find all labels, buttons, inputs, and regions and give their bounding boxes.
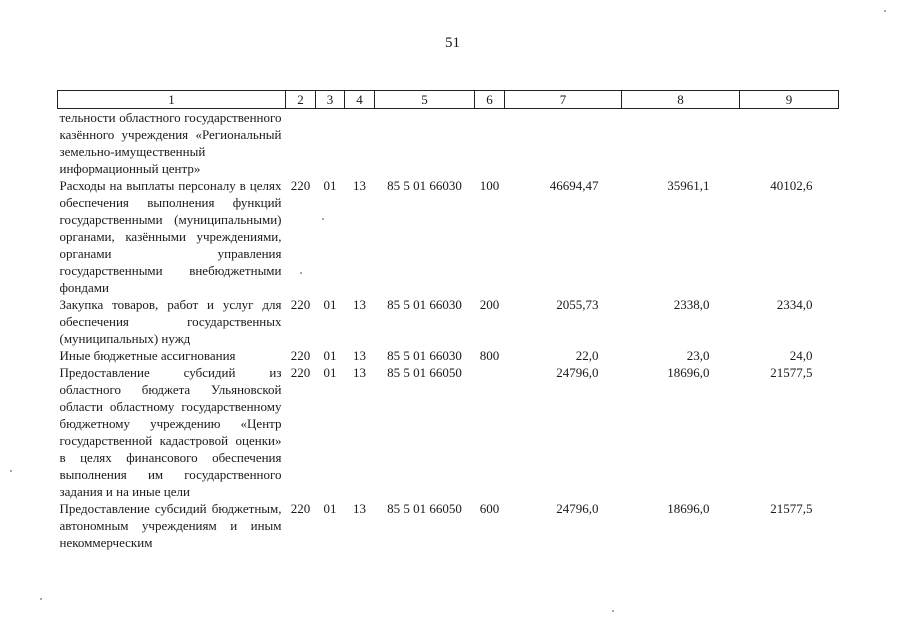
cell-c9: 21577,5 [770,365,813,380]
cell-c9: 2334,0 [776,297,813,312]
row-description: Закупка товаров, работ и услуг для обеспечения государственных (муниципальных) нужд [59,297,282,346]
header-cell: 8 [622,91,740,109]
cell-c5 [375,109,475,178]
cell-c9: 21577,5 [770,501,813,516]
cell-c9: 40102,6 [770,178,813,193]
cell-c7: 24796,0 [556,501,599,516]
cell-c6 [475,109,505,178]
cell-c2: 220 [290,365,311,380]
cell-c9 [740,109,839,178]
scan-speck [10,470,12,472]
cell-c3 [316,109,345,178]
scan-speck [322,218,324,220]
header-cell: 5 [375,91,475,109]
header-cell: 7 [505,91,622,109]
cell-c4: 13 [353,297,366,312]
cell-c3: 01 [323,365,337,380]
cell-c4: 13 [353,178,366,193]
cell-c3: 01 [323,348,337,363]
table-row [58,296,839,347]
cell-c9: 24,0 [789,348,813,363]
cell-c8: 2338,0 [673,297,710,312]
cell-c6 [475,364,505,500]
header-cell: 1 [58,91,286,109]
cell-c2: 220 [290,348,311,363]
cell-c2: 220 [290,178,311,193]
cell-c3: 01 [323,297,337,312]
table-row [58,177,839,296]
row-description: Предоставление субсидий из областного бюджета Ульяновской области областному государственному бюджетному учреждению «Центр государственной кадастровой оценки» в целях финансового обеспечения выполнения им государственного задания и на иные цели [59,365,282,499]
cell-c5: 85 5 01 66050 [387,365,462,380]
header-cell: 3 [316,91,345,109]
cell-c2: 220 [290,501,311,516]
row-description: Предоставление субсидий бюджетным, автономным учреждениям и иным некоммерческим [59,501,282,550]
cell-c2: 220 [290,297,311,312]
budget-table [57,90,839,551]
table-row [58,109,839,178]
row-description: Расходы на выплаты персоналу в целях обеспечения выполнения функций государственными (муниципальными) органами, казёнными учреждениями, органами управления государственными внебюджетными фондами [59,178,282,295]
scan-speck [884,10,886,12]
table-row [58,364,839,500]
header-cell: 2 [286,91,316,109]
cell-c8: 18696,0 [667,365,710,380]
cell-c5: 85 5 01 66030 [387,348,462,363]
cell-c7: 22,0 [575,348,599,363]
cell-c7 [505,109,622,178]
cell-c7: 2055,73 [556,297,599,312]
cell-c6: 600 [479,501,500,516]
table-header-row [58,91,839,109]
table-row [58,347,839,364]
page-number: 51 [445,35,460,51]
cell-c5: 85 5 01 66030 [387,297,462,312]
cell-c3: 01 [323,178,337,193]
cell-c5: 85 5 01 66030 [387,178,462,193]
cell-c4 [345,109,375,178]
scan-speck [300,272,302,274]
cell-c3: 01 [323,501,337,516]
cell-c6: 800 [479,348,500,363]
cell-c6: 200 [479,297,500,312]
header-cell: 6 [475,91,505,109]
cell-c6: 100 [479,178,500,193]
row-description: тельности областного государственного казённого учреждения «Региональный земельно-имущественный информационный центр» [59,110,282,176]
scan-speck [40,598,42,600]
cell-c7: 46694,47 [549,178,599,193]
header-cell: 9 [740,91,839,109]
cell-c4: 13 [353,501,366,516]
cell-c8: 23,0 [686,348,710,363]
cell-c8: 35961,1 [667,178,710,193]
header-cell: 4 [345,91,375,109]
row-description: Иные бюджетные ассигнования [59,348,236,363]
table-row [58,500,839,551]
cell-c4: 13 [353,348,366,363]
cell-c5: 85 5 01 66050 [387,501,462,516]
cell-c4: 13 [353,365,366,380]
cell-c8 [622,109,740,178]
cell-c7: 24796,0 [556,365,599,380]
scan-speck [612,610,614,612]
cell-c8: 18696,0 [667,501,710,516]
cell-c2 [286,109,316,178]
